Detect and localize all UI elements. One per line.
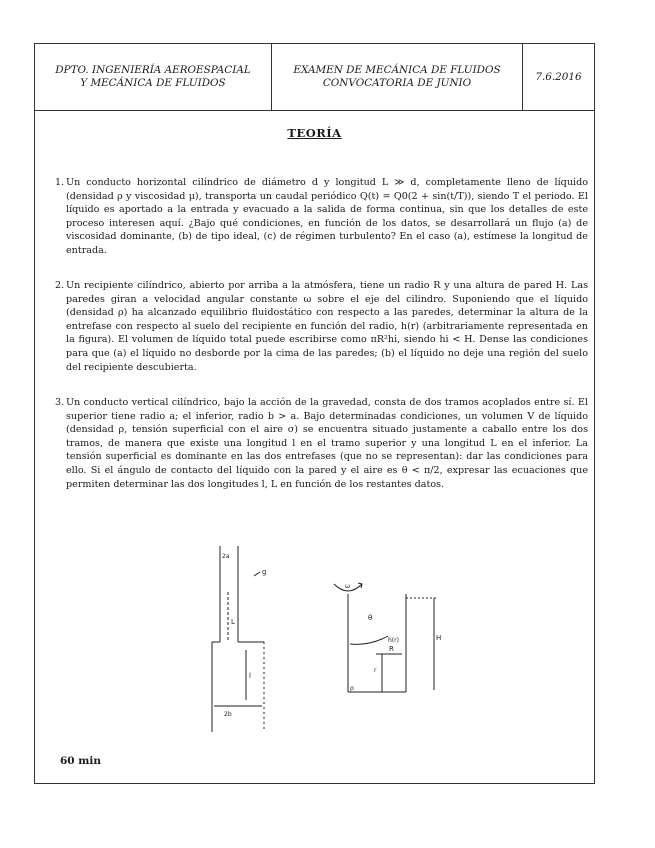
question-text: Un conducto vertical cilíndrico, bajo la acción de la gravedad, consta de dos tramos acoplados entre sí. El superior tiene radio a; el inferior, radio b > a. Bajo determinadas condiciones, un volumen V de líquido (densidad ρ, tensión superficial con el aire σ) se encuentra situado justamente a caballo entre los dos tramos, de manera que existe una longitud l en el tramo superior y una longitud L en el inferior. La tensión superficial es dominante en las dos entrefases (que no se representan): dar las condiciones para ello. Si el ángulo de contacto del líquido con la pared y el aire es θ < π/2, expresar las ecuaciones que permiten determinar las dos longitudes l, L en función de los restantes datos. <box>66 397 588 490</box>
duct-figure <box>212 546 266 732</box>
h-of-r-label: h(r) <box>388 637 399 644</box>
department-line-1: DPTO. INGENIERÍA AEROESPACIAL <box>55 64 251 76</box>
exam-header <box>35 44 594 111</box>
omega-label: ω <box>345 583 351 590</box>
theta-label: θ <box>368 614 373 622</box>
section-title: TEORÍA <box>287 126 342 140</box>
question-number: 2. <box>55 280 65 291</box>
exam-date: 7.6.2016 <box>535 70 582 83</box>
exam-duration: 60 min <box>60 755 102 767</box>
lower-length-label: l <box>249 672 251 680</box>
axis-label: g <box>262 568 267 576</box>
department-line-2: Y MECÁNICA DE FLUIDOS <box>80 77 226 89</box>
density-label: ρ <box>350 685 354 692</box>
exam-line-1: EXAMEN DE MECÁNICA DE FLUIDOS <box>293 64 501 76</box>
question-number: 1. <box>55 177 65 188</box>
bottom-radius-label: 2b <box>224 711 232 718</box>
r-label: r <box>374 667 377 674</box>
exam-sheet <box>34 43 595 784</box>
question-text: Un conducto horizontal cilíndrico de diámetro d y longitud L ≫ d, completamente lleno de líquido (densidad ρ y viscosidad μ), transporta un caudal periódico Q(t) = Q0(2 + sin(t/T)), siendo T el periodo. El líquido es aportado a la entrada y evacuado a la salida de forma continua, sin que los detalles de este proceso interesen aquí. ¿Bajo qué condiciones, en función de los datos, se desarrollará un flujo (a) de viscosidad dominante, (b) de tipo ideal, (c) de régimen turbulento? En el caso (a), estímese la longitud de entrada. <box>66 177 588 256</box>
upper-length-label: L <box>231 618 235 626</box>
gravity-arrow <box>254 572 260 576</box>
radius-label: R <box>389 645 394 653</box>
exam-line-2: CONVOCATORIA DE JUNIO <box>322 77 472 89</box>
container-figure <box>334 583 441 692</box>
question-1 <box>55 176 588 258</box>
exam-name-cell <box>272 44 523 110</box>
free-surface <box>350 636 388 644</box>
wall-height-label: H <box>436 634 442 642</box>
figures <box>198 532 448 752</box>
question-text: Un recipiente cilíndrico, abierto por arriba a la atmósfera, tiene un radio R y una altura de pared H. Las paredes giran a velocidad angular constante ω sobre el eje del cilindro. Suponiendo que el líquido (densidad ρ) ha alcanzado equilibrio fluidostático con respecto a las paredes, determinar la altura de la entrefase con respecto al suelo del recipiente en función del radio, h(r) (arbitrariamente representada en la figura). El volumen de líquido total puede escribirse como πR²hi, siendo hi < H. Dense las condiciones para que (a) el líquido no desborde por la cima de las paredes; (b) el líquido no deje una región del suelo del recipiente descubierta. <box>66 280 588 373</box>
date-cell <box>523 44 594 110</box>
department-cell <box>35 44 272 110</box>
question-number: 3. <box>55 397 65 408</box>
top-radius-label: 2a <box>222 553 230 560</box>
question-3 <box>55 396 588 491</box>
question-2 <box>55 279 588 374</box>
